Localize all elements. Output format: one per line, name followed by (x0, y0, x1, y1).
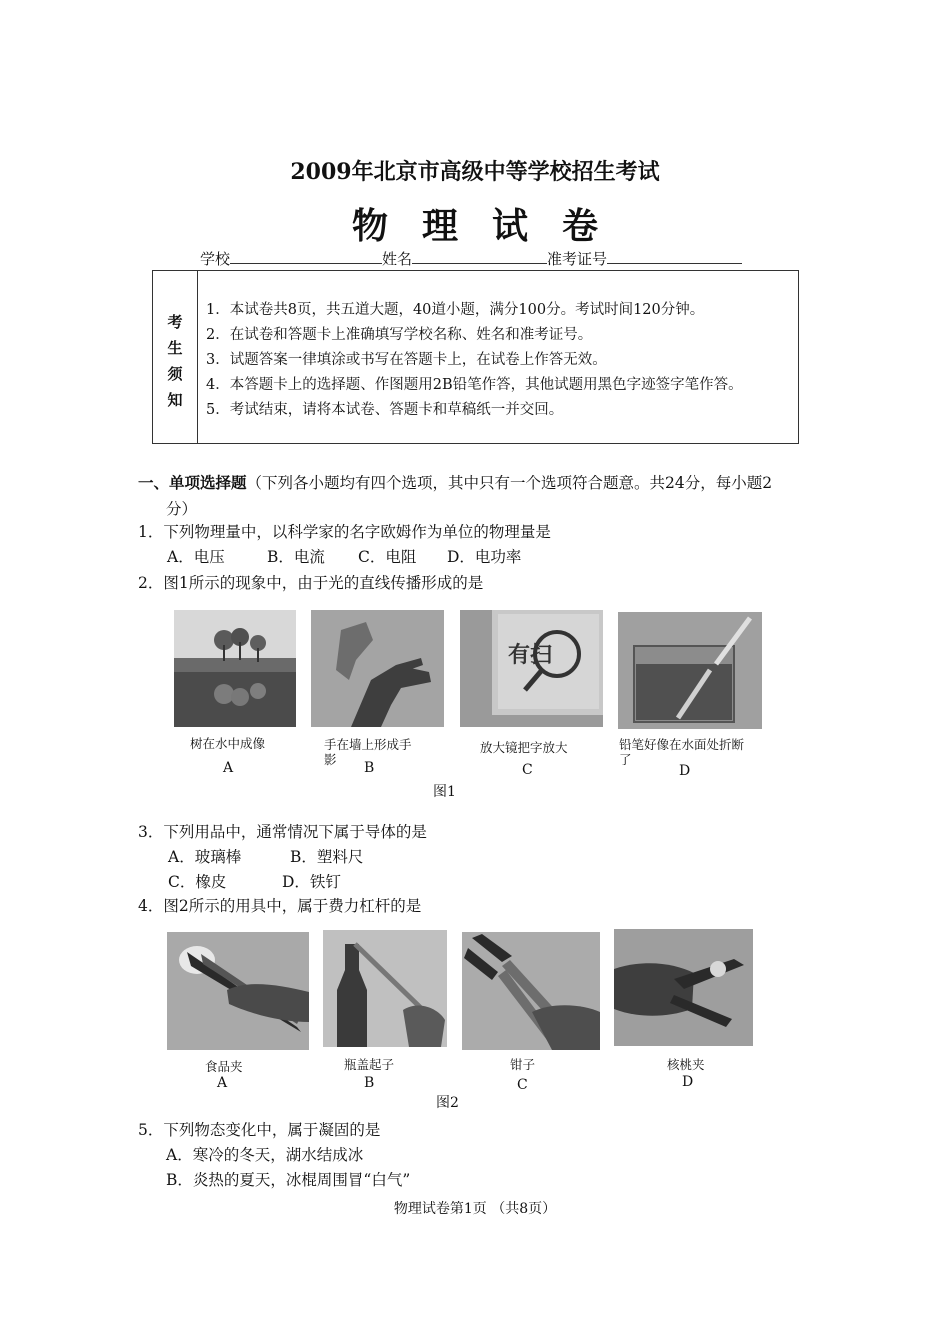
q1-option-a: A．电压 (167, 548, 225, 566)
q5-option-a: A．寒冷的冬天，湖水结成冰 (166, 1146, 364, 1164)
page-footer: 物理试卷第1页 （共8页） (393, 1201, 557, 1217)
photo-tree-reflection (174, 610, 296, 727)
caption-tree: 树在水中成像 (190, 736, 266, 751)
photo-magnifier (460, 610, 603, 727)
fig2-letter-b: B (364, 1075, 375, 1091)
photo-pliers (462, 932, 600, 1050)
notice-item: 2．在试卷和答题卡上准确填写学校名称、姓名和准考证号。 (206, 327, 593, 343)
fig1-letter-d: D (679, 763, 691, 779)
id-label: 准考证号 (547, 250, 608, 268)
fig1-letter-a: A (223, 760, 234, 776)
food-tongs-image (167, 932, 309, 1050)
q1-option-c: C．电阻 (358, 548, 417, 566)
q1-option-d: D．电功率 (447, 548, 522, 566)
photo-pencil-water (618, 612, 762, 729)
question-4-stem: 4．图2所示的用具中，属于费力杠杆的是 (138, 897, 422, 915)
photo-bottle-opener (323, 930, 447, 1047)
fig2-letter-a: A (217, 1075, 228, 1091)
caption-hand-shadow: 手在墙上形成手影 (324, 737, 412, 767)
caption-magnifier: 放大镜把字放大 (480, 740, 568, 755)
question-5-stem: 5．下列物态变化中，属于凝固的是 (138, 1121, 381, 1139)
fig1-letter-c: C (522, 762, 533, 778)
notice-item: 3．试题答案一律填涂或书写在答题卡上，在试卷上作答无效。 (206, 352, 607, 368)
notice-box (152, 270, 799, 444)
caption-pliers: 钳子 (510, 1057, 536, 1072)
question-3-stem: 3．下列用品中，通常情况下属于导体的是 (138, 823, 427, 841)
photo-hand-shadow (311, 610, 444, 727)
caption-bottle-opener: 瓶盖起子 (344, 1057, 395, 1072)
name-blank[interactable] (412, 249, 547, 264)
section-heading: 一、单项选择题（下列各小题均有四个选项，其中只有一个选项符合题意。共24分，每小题2 分） (138, 473, 773, 518)
q3-option-d: D．铁钉 (282, 873, 341, 891)
photo-food-tongs (167, 932, 309, 1050)
notice-item: 1．本试卷共8页，共五道大题，40道小题，满分100分。考试时间120分钟。 (206, 302, 705, 318)
notice-item: 5．考试结束，请将本试卷、答题卡和草稿纸一并交回。 (206, 402, 564, 418)
q3-option-a: A．玻璃棒 (168, 848, 242, 866)
figure-2-label: 图2 (436, 1095, 459, 1111)
question-2-stem: 2．图1所示的现象中，由于光的直线传播形成的是 (138, 574, 484, 592)
id-blank[interactable] (607, 249, 742, 264)
photo-nutcracker (614, 929, 753, 1046)
pliers-image (462, 932, 600, 1050)
student-info-line (200, 248, 742, 269)
fig1-letter-b: B (364, 760, 375, 776)
notice-heading: 考 生 须 知 (153, 271, 198, 443)
hand-shadow-image (311, 610, 444, 727)
caption-nutcracker: 核桃夹 (667, 1057, 705, 1072)
q3-option-c: C．橡皮 (168, 873, 227, 891)
bottle-opener-image (323, 930, 447, 1047)
nutcracker-image (614, 929, 753, 1046)
school-label: 学校 (200, 250, 231, 268)
q3-option-b: B．塑料尺 (290, 848, 364, 866)
magnifier-text: 有扫 (508, 642, 553, 668)
q5-option-b: B．炎热的夏天，冰棍周围冒“白气” (166, 1171, 411, 1189)
pencil-in-water-image (618, 612, 762, 729)
caption-pencil: 铅笔好像在水面处折断了 (619, 737, 745, 767)
exam-subtitle: 物理试卷 (351, 205, 632, 247)
name-label: 姓名 (382, 250, 413, 268)
q1-option-b: B．电流 (267, 548, 325, 566)
fig2-letter-c: C (517, 1077, 528, 1093)
notice-item: 4．本答题卡上的选择题、作图题用2B铅笔作答，其他试题用黑色字迹签字笔作答。 (206, 377, 743, 393)
caption-food-tongs: 食品夹 (205, 1059, 243, 1074)
school-blank[interactable] (230, 249, 382, 264)
question-1-stem: 1．下列物理量中，以科学家的名字欧姆作为单位的物理量是 (138, 523, 551, 541)
figure-1-label: 图1 (433, 784, 456, 800)
exam-title: 2009年北京市高级中等学校招生考试 (290, 159, 660, 185)
fig2-letter-d: D (682, 1074, 694, 1090)
tree-reflection-image (174, 610, 296, 727)
